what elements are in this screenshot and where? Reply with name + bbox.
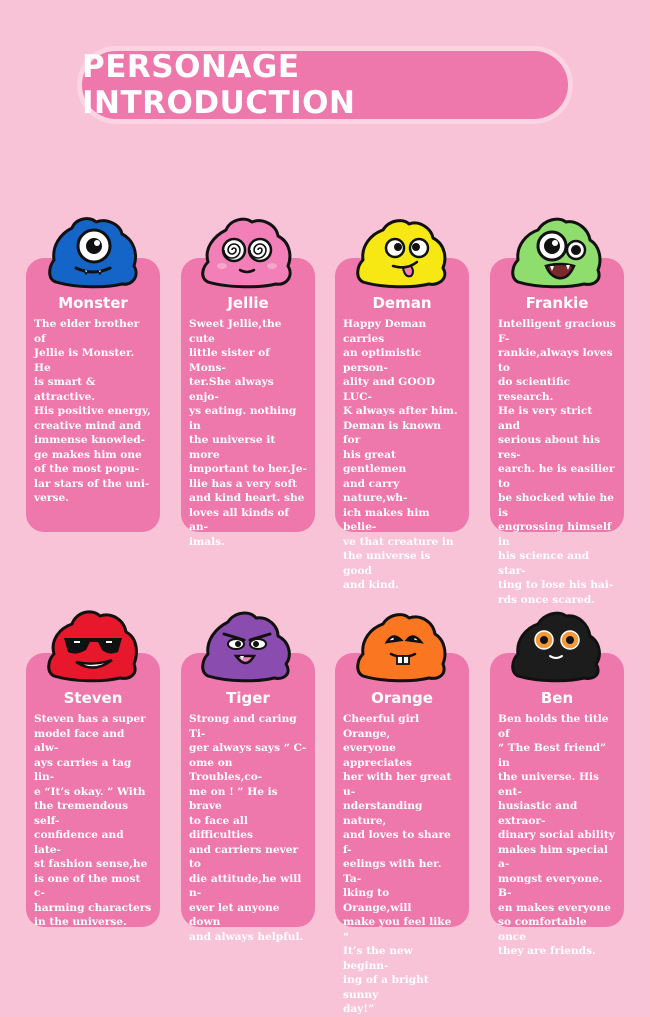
character-description: Steven has a super model face and alw- ays carries a tag lin- e “It’s okay. ” With the tremendous self- confidence and late- st fashion sense,he is one of the most c- harming characters in the universe.: [34, 713, 152, 928]
character-description: Ben holds the title of “ The Best friend” in the universe. His ent- husiastic and extraor- dinary social ability makes him special a- mongst everyone. B- en makes everyone so comfortable once they are friends.: [498, 713, 615, 957]
character-description: Happy Deman carries an optimistic person- ality and GOOD LUC- K always after him. Deman is known for his great gentlemen and carry nature,wh- ich makes him belie- ve that creature in the universe is good and kind.: [343, 318, 458, 591]
character-card-jellie: [181, 258, 315, 548]
character-name: Monster: [58, 294, 128, 312]
character-card-monster: [26, 258, 160, 532]
character-name: Deman: [372, 294, 432, 312]
character-name: Orange: [371, 689, 433, 707]
character-card-ben: [490, 653, 624, 957]
character-description: The elder brother of Jellie is Monster. He is smart & attractive. His positive energy, creative mind and immense knowled- ge makes him one of the most popu- lar stars of the uni- verse.: [34, 318, 151, 504]
monster-character-icon: [46, 214, 140, 288]
character-description: Strong and caring Ti- ger always says “ C- ome on Troubles,co- me on ! ” He is brave to face all difficulties and carriers never to die attitude,he will n- ever let anyone down and always helpful.: [189, 713, 307, 943]
title-banner: [77, 46, 573, 124]
character-card-steven: [26, 653, 160, 927]
character-card-tiger: [181, 653, 315, 943]
character-name: Jellie: [227, 294, 269, 312]
character-description: Cheerful girl Orange, everyone appreciates her with her great u- nderstanding nature, and loves to share f- eelings with her. Ta- lking to Orange,will make you feel like “ It’s the new beginn- ing of a bright sunny day!”: [343, 713, 452, 1015]
character-name: Steven: [63, 689, 123, 707]
character-card-deman: [335, 258, 469, 591]
character-description: Sweet Jellie,the cute little sister of Mons- ter.She always enjo- ys eating. nothing in the universe it more important to her.Je- llie has a very soft and kind heart. she loves all kinds of an- imals.: [189, 318, 307, 548]
character-card-frankie: [490, 258, 624, 606]
character-name: Ben: [540, 689, 574, 707]
tiger-character-icon: [200, 608, 294, 682]
frankie-character-icon: [510, 214, 604, 288]
character-name: Tiger: [226, 689, 270, 707]
character-card-orange: [335, 653, 469, 1015]
ben-character-icon: [510, 608, 604, 682]
character-name: Frankie: [525, 294, 589, 312]
page-title: PERSONAGE INTRODUCTION: [82, 51, 568, 119]
deman-character-icon: [355, 214, 449, 288]
orange-character-icon: [355, 608, 449, 682]
steven-character-icon: [46, 608, 140, 682]
character-description: Intelligent gracious F- rankie,always loves to do scientific research. He is very strict and serious about his res- earch. he is easilier to be shocked whie he is engrossing himself in his science and star- ting to lose his hai- rds once scared.: [498, 318, 616, 606]
jellie-character-icon: [200, 214, 294, 288]
